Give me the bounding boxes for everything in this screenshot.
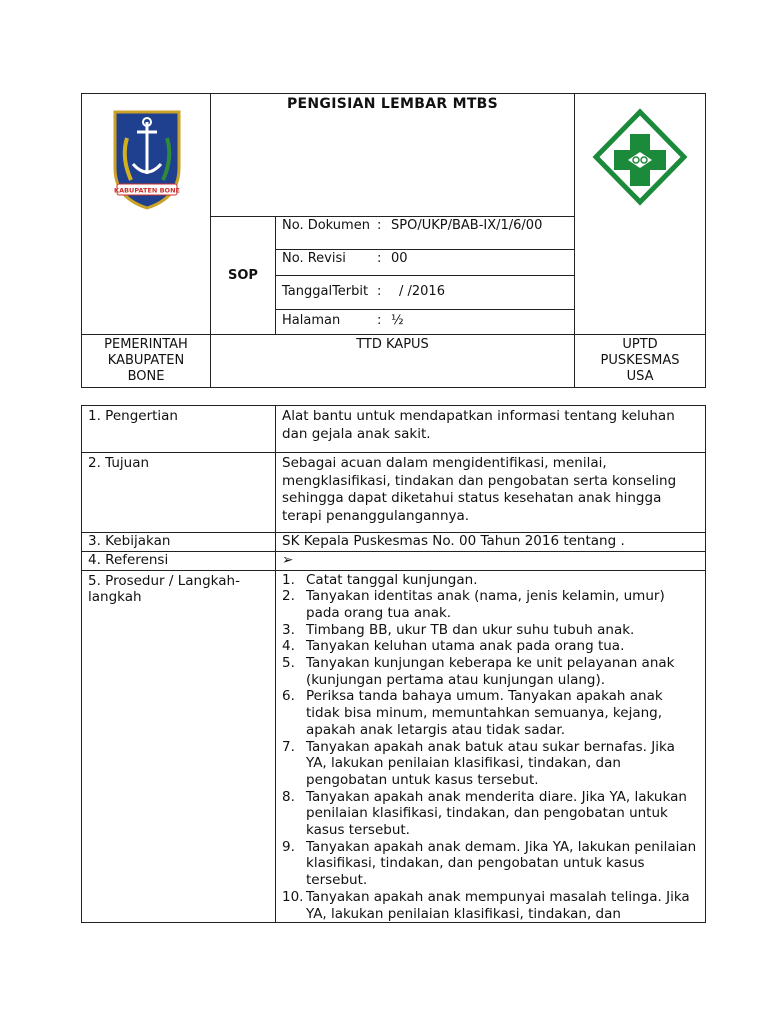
step-number: 6.	[282, 688, 295, 705]
step-text: Tanyakan kunjungan keberapa ke unit pelayanan anak (kunjungan pertama atau kunjungan ulang).	[306, 655, 675, 688]
step-text: Tanyakan apakah anak menderita diare. Jika YA, lakukan penilaian klasifikasi, tindakan, dan pengobatan untuk kasus tersebut.	[306, 788, 687, 839]
right-org-name: UPTD PUSKESMAS USA	[575, 335, 706, 388]
step-text: Tanyakan apakah anak mempunyai masalah telinga. Jika YA, lakukan penilaian klasifikasi, tindakan, dan	[306, 888, 690, 922]
field-key: TanggalTerbit	[282, 284, 369, 299]
procedure-step	[282, 622, 699, 639]
emblem-banner-text: KABUPATEN BONE	[114, 186, 180, 195]
right-logo-cell	[575, 94, 706, 335]
procedure-table	[81, 405, 706, 923]
kabupaten-bone-emblem-icon	[107, 108, 187, 212]
left-org-name: PEMERINTAH KABUPATEN BONE	[82, 335, 211, 388]
section-text-kebijakan: SK Kepala Puskesmas No. 00 Tahun 2016 tentang .	[276, 533, 706, 552]
step-text: Tanyakan apakah anak batuk atau sukar bernafas. Jika YA, lakukan penilaian klasifikasi, tindakan, dan pengobatan untuk kasus tersebut.	[306, 738, 675, 788]
section-label-prosedur: 5. Prosedur / Langkah-langkah	[82, 570, 276, 923]
step-number: 4.	[282, 638, 295, 655]
step-number: 3.	[282, 621, 295, 638]
procedure-step	[282, 889, 699, 922]
left-logo-cell	[82, 94, 211, 335]
field-value: / /2016	[399, 284, 445, 299]
section-text-pengertian: Alat bantu untuk mendapatkan informasi tentang keluhan dan gejala anak sakit.	[276, 406, 706, 453]
field-value: ½	[391, 313, 404, 328]
procedure-step	[282, 655, 699, 688]
section-label-pengertian: 1. Pengertian	[82, 406, 276, 453]
step-text: Tanyakan apakah anak demam. Jika YA, lakukan penilaian klasifikasi, tindakan, dan pengobatan untuk kasus tersebut.	[306, 838, 697, 889]
field-key: No. Dokumen	[282, 218, 370, 233]
procedure-step	[282, 688, 699, 738]
procedure-step	[282, 572, 699, 589]
section-text-tujuan: Sebagai acuan dalam mengidentifikasi, menilai, mengklasifikasi, tindakan dan pengobatan serta konseling sehingga dapat diketahui status kesehatan anak hingga terapi penanggulangannya.	[276, 453, 706, 533]
step-number: 9.	[282, 838, 295, 855]
signature-label: TTD KAPUS	[211, 335, 575, 388]
step-number: 10.	[282, 888, 304, 905]
field-key: No. Revisi	[282, 251, 346, 266]
section-text-referensi: ➢	[276, 552, 706, 571]
step-number: 1.	[282, 571, 295, 588]
step-number: 8.	[282, 788, 295, 805]
field-key: Halaman	[282, 313, 341, 328]
procedure-step	[282, 638, 699, 655]
procedure-step	[282, 739, 699, 789]
procedure-step	[282, 789, 699, 839]
field-value: 00	[391, 251, 408, 266]
field-no-revisi: No. Revisi : 00	[276, 250, 575, 276]
field-value: SPO/UKP/BAB-IX/1/6/00	[391, 218, 543, 233]
step-text: Catat tanggal kunjungan.	[306, 571, 478, 588]
step-text: Periksa tanda bahaya umum. Tanyakan apakah anak tidak bisa minum, memuntahkan semuanya, kejang, apakah anak letargis atau tidak sadar.	[306, 688, 663, 738]
procedure-steps-cell	[276, 570, 706, 923]
step-text: Tanyakan identitas anak (nama, jenis kelamin, umur) pada orang tua anak.	[306, 588, 665, 621]
procedure-steps-list	[282, 572, 699, 923]
step-number: 5.	[282, 655, 295, 672]
step-text: Timbang BB, ukur TB dan ukur suhu tubuh anak.	[306, 621, 635, 638]
step-text: Tanyakan keluhan utama anak pada orang tua.	[306, 638, 625, 655]
sop-label: SOP	[211, 217, 276, 335]
field-halaman: Halaman : ½	[276, 310, 575, 335]
section-label-referensi: 4. Referensi	[82, 552, 276, 571]
puskesmas-cross-icon	[592, 108, 688, 206]
section-label-kebijakan: 3. Kebijakan	[82, 533, 276, 552]
step-number: 7.	[282, 738, 295, 755]
document-header	[81, 93, 706, 388]
section-label-tujuan: 2. Tujuan	[82, 453, 276, 533]
procedure-step	[282, 839, 699, 889]
procedure-step	[282, 588, 699, 621]
step-number: 2.	[282, 588, 295, 605]
field-no-dokumen: No. Dokumen : SPO/UKP/BAB-IX/1/6/00	[276, 217, 575, 250]
field-tanggal-terbit: TanggalTerbit : / /2016	[276, 276, 575, 310]
document-title: PENGISIAN LEMBAR MTBS	[211, 94, 575, 217]
